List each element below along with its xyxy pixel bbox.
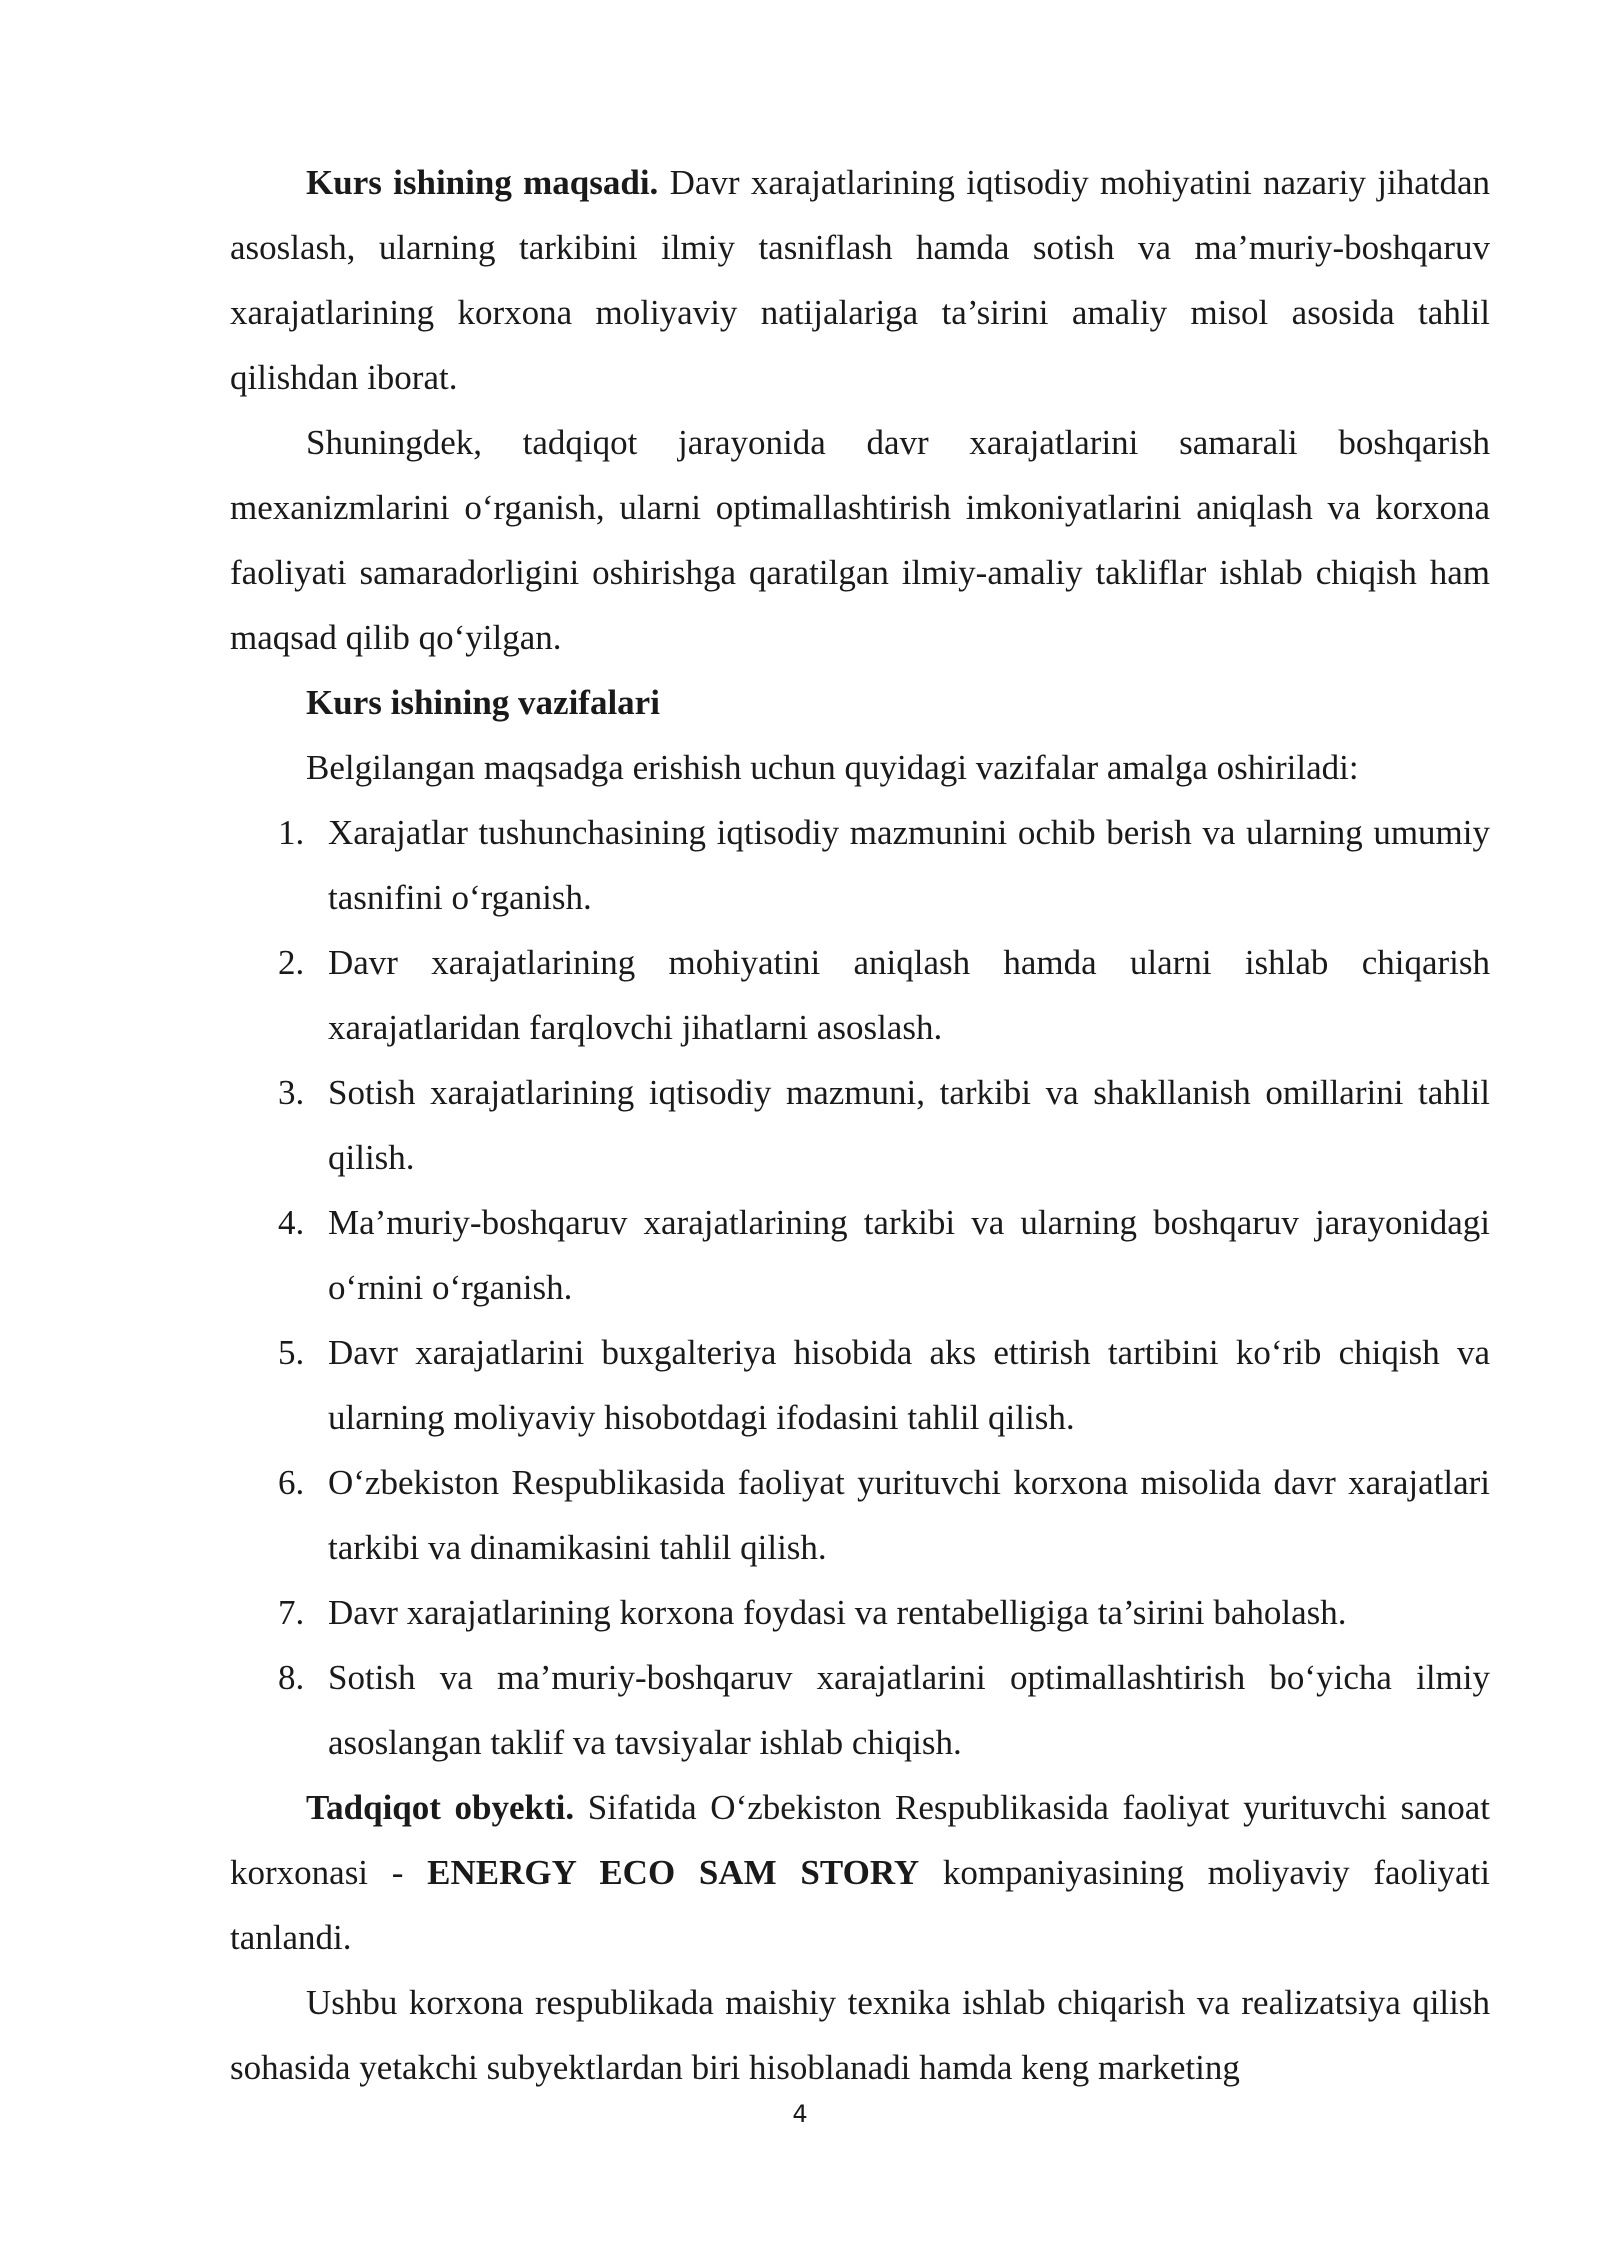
list-item-number: 2. bbox=[278, 943, 305, 982]
object-label: Tadqiqot obyekti. bbox=[306, 1788, 575, 1827]
object-paragraph bbox=[230, 1775, 1490, 1970]
list-item-text: Davr xarajatlarini buxgalteriya hisobida aks ettirish tartibini ko‘rib chiqish va ularning moliyaviy hisobotdagi ifodasini tahlil qilish. bbox=[328, 1333, 1490, 1437]
list-item bbox=[230, 1190, 1490, 1320]
page-number: 4 bbox=[792, 2100, 808, 2128]
list-item-number: 4. bbox=[278, 1203, 305, 1242]
list-item bbox=[230, 930, 1490, 1060]
goal-extra-paragraph: Shuningdek, tadqiqot jarayonida davr xarajatlarini samarali boshqarish mexanizmlarini o‘rganish, ularni optimallashtirish imkoniyatlarini aniqlash va korxona faoliyati samaradorligini oshirishga qaratilgan ilmiy-amaliy takliflar ishlab chiqish ham maqsad qilib qo‘yilgan. bbox=[230, 423, 1490, 657]
goal-label: Kurs ishining maqsadi. bbox=[306, 163, 659, 202]
company-description-paragraph: Ushbu korxona respublikada maishiy texnika ishlab chiqarish va realizatsiya qilish sohasida yetakchi subyektlardan biri hisoblanadi hamda keng marketing bbox=[230, 1983, 1490, 2087]
list-item-number: 1. bbox=[278, 813, 305, 852]
goal-text: Davr xarajatlarining iqtisodiy mohiyatini nazariy jihatdan asoslash, ularning tarkibini ilmiy tasniflash hamda sotish va ma’muriy-boshqaruv xarajatlarining korxona moliyaviy natijalariga ta’sirini amaliy misol asosida tahlil qilishdan iborat. bbox=[230, 163, 1491, 397]
tasks-list bbox=[230, 800, 1490, 1775]
list-item-number: 7. bbox=[278, 1593, 305, 1632]
list-item-text: Davr xarajatlarining korxona foydasi va rentabelligiga ta’sirini baholash. bbox=[328, 1593, 1347, 1632]
goal-paragraph bbox=[230, 150, 1490, 410]
list-item-text: Davr xarajatlarining mohiyatini aniqlash hamda ularni ishlab chiqarish xarajatlaridan farqlovchi jihatlarni asoslash. bbox=[328, 943, 1490, 1047]
object-text-before: Sifatida O‘zbekiston Respublikasida faoliyat yurituvchi sanoat korxonasi - bbox=[230, 1788, 1490, 1892]
list-item-text: Xarajatlar tushunchasining iqtisodiy mazmunini ochib berish va ularning umumiy tasnifini o‘rganish. bbox=[328, 813, 1490, 917]
list-item-number: 5. bbox=[278, 1333, 305, 1372]
list-item-text: O‘zbekiston Respublikasida faoliyat yurituvchi korxona misolida davr xarajatlari tarkibi va dinamikasini tahlil qilish. bbox=[328, 1463, 1490, 1567]
list-item bbox=[230, 1320, 1490, 1450]
list-item-number: 6. bbox=[278, 1463, 305, 1502]
list-item-text: Ma’muriy-boshqaruv xarajatlarining tarkibi va ularning boshqaruv jarayonidagi o‘rnini o‘rganish. bbox=[328, 1203, 1490, 1307]
document-page bbox=[230, 150, 1490, 2100]
list-item bbox=[230, 1645, 1490, 1775]
tasks-intro: Belgilangan maqsadga erishish uchun quyidagi vazifalar amalga oshiriladi: bbox=[306, 748, 1359, 787]
company-name: ENERGY ECO SAM STORY bbox=[427, 1853, 920, 1892]
list-item-number: 3. bbox=[278, 1073, 305, 1112]
list-item bbox=[230, 1450, 1490, 1580]
list-item bbox=[230, 1580, 1490, 1645]
object-text-after: kompaniyasining moliyaviy faoliyati tanlandi. bbox=[230, 1853, 1490, 1957]
list-item bbox=[230, 800, 1490, 930]
tasks-heading: Kurs ishining vazifalari bbox=[306, 683, 660, 722]
list-item-number: 8. bbox=[278, 1658, 305, 1697]
list-item-text: Sotish xarajatlarining iqtisodiy mazmuni, tarkibi va shakllanish omillarini tahlil qilish. bbox=[328, 1073, 1490, 1177]
list-item-text: Sotish va ma’muriy-boshqaruv xarajatlarini optimallashtirish bo‘yicha ilmiy asoslangan taklif va tavsiyalar ishlab chiqish. bbox=[328, 1658, 1490, 1762]
list-item bbox=[230, 1060, 1490, 1190]
